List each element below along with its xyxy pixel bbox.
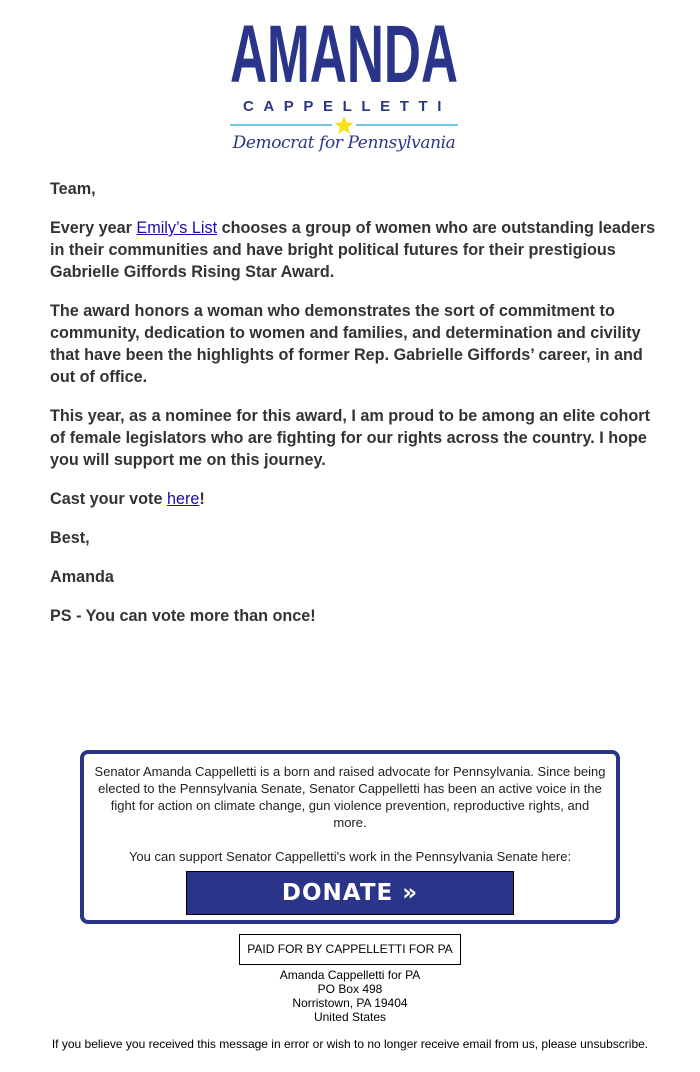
vote-here-link[interactable]: here: [166, 490, 200, 508]
bio-box: [80, 750, 620, 924]
greeting: Team,: [50, 180, 96, 198]
address-line: United States: [313, 1010, 387, 1024]
closing: Best,: [50, 529, 90, 547]
address-line: Amanda Cappelletti for PA: [279, 968, 421, 982]
paragraph-award: The award honors a woman who demonstrates the sort of commitment to community, dedication to women and families, and determination and civility that have been the highlights of former Rep. Gabrielle Giffords’ career, in and out of office.: [50, 302, 643, 386]
bio-text: Senator Amanda Cappelletti is a born and raised advocate for Pennsylvania. Since being elected to the Pennsylvania Senate, Senator Cappelletti has been an active voice in the fight for action on climate change, gun violence prevention, reproductive rights, and more.: [94, 764, 606, 830]
p1-before: Every year: [50, 219, 137, 237]
vote-before: Cast your vote: [50, 490, 167, 508]
support-text: You can support Senator Cappelletti's work in the Pennsylvania Senate here:: [128, 849, 572, 864]
unsubscribe-notice[interactable]: If you believe you received this message in error or wish to no longer receive email from us, please unsubscribe.: [51, 1037, 649, 1051]
letter-body: [50, 178, 660, 644]
vote-line: [50, 488, 660, 510]
p1-after: chooses a group of women who are outstanding leaders in their communities and have bright political futures for their prestigious Gabrielle Giffords Rising Star Award.: [50, 219, 656, 281]
paragraph-emilys-list: [50, 217, 660, 283]
address-line: PO Box 498: [317, 982, 383, 996]
logo-name-text: AMANDA: [230, 9, 458, 100]
star-icon: [335, 116, 354, 134]
donate-button[interactable]: DONATE »: [186, 871, 514, 915]
emilys-list-link[interactable]: Emily’s List: [136, 219, 218, 237]
mailing-address: [200, 968, 500, 1024]
logo-surname: CAPPELLETTI: [242, 98, 452, 115]
address-line: Norristown, PA 19404: [292, 996, 408, 1010]
logo-name: [228, 9, 460, 100]
paragraph-nominee: This year, as a nominee for this award, I am proud to be among an elite cohort of female legislators who are fighting for our rights across the country. I hope you will support me on this journey.: [50, 407, 650, 469]
vote-after: !: [199, 490, 205, 508]
campaign-logo: [228, 9, 460, 154]
logo-tagline: Democrat for Pennsylvania: [232, 133, 456, 153]
postscript: PS - You can vote more than once!: [50, 607, 316, 625]
paid-for-disclaimer: PAID FOR BY CAPPELLETTI FOR PA: [239, 934, 461, 965]
logo-divider: [228, 116, 460, 134]
signature: Amanda: [50, 568, 114, 586]
